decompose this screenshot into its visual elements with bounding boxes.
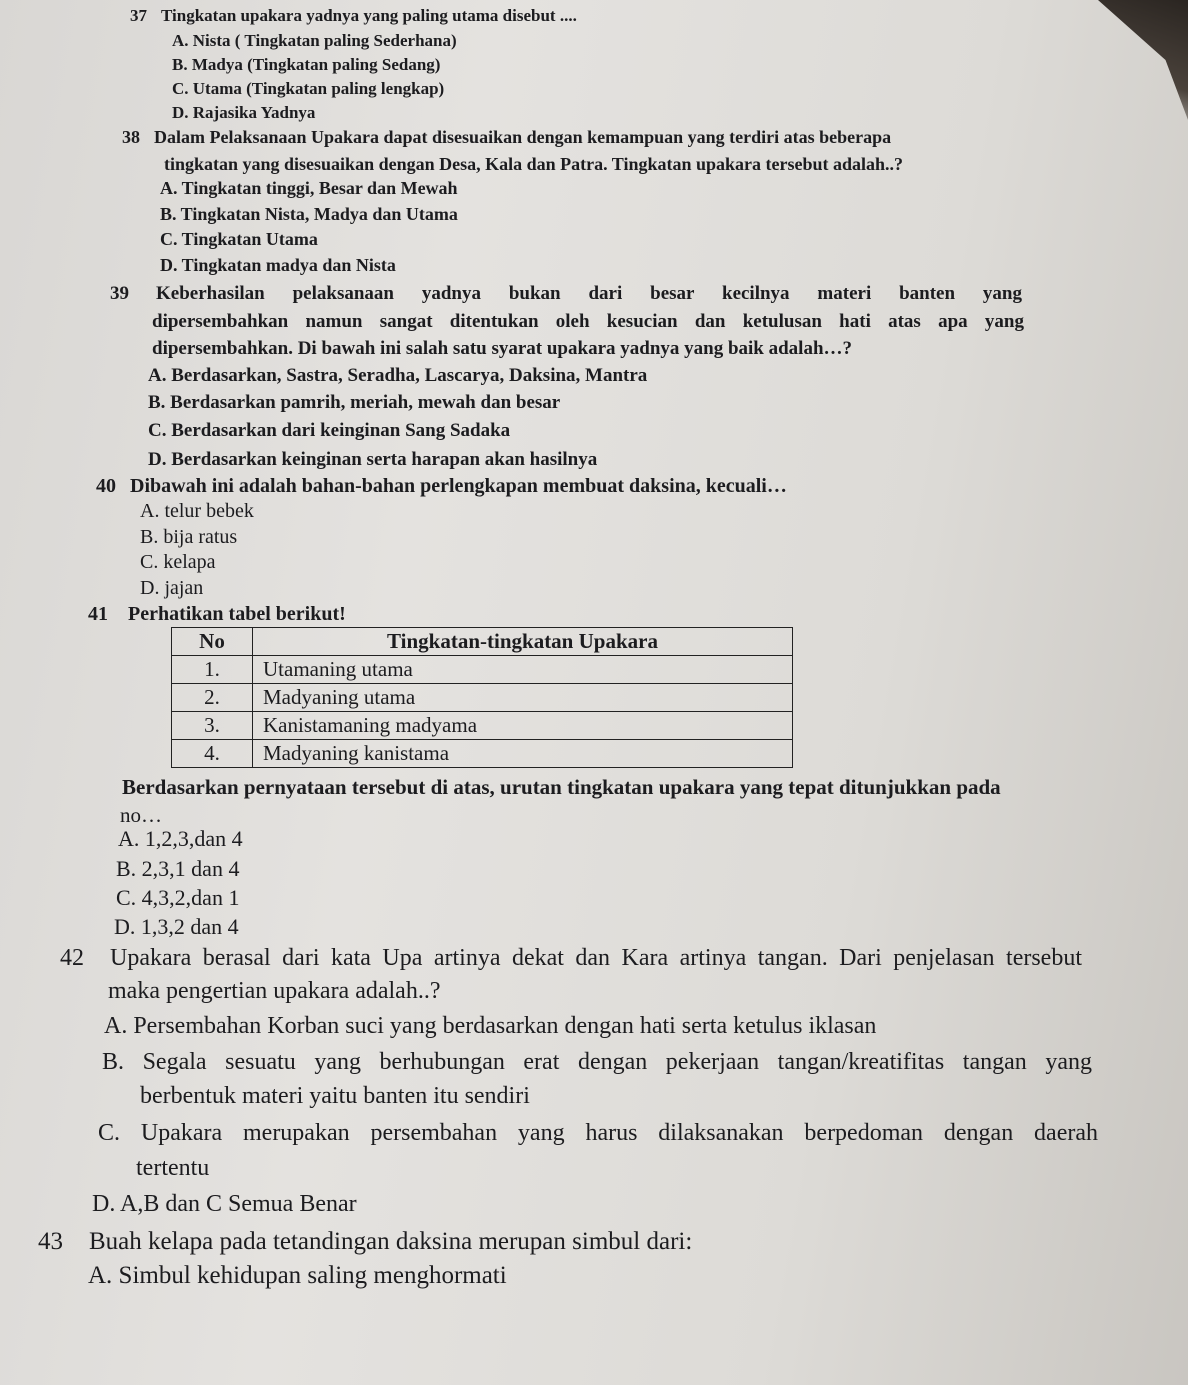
question-stem: Dalam Pelaksanaan Upakara dapat disesuaikan dengan kemampuan yang terdiri atas beberapa bbox=[154, 127, 892, 147]
question-43 bbox=[38, 1228, 692, 1256]
option: B. 2,3,1 dan 4 bbox=[116, 856, 240, 881]
question-stem: Dibawah ini adalah bahan-bahan perlengkapan membuat daksina, kecuali… bbox=[130, 475, 787, 497]
option: A. Nista ( Tingkatan paling Sederhana) bbox=[172, 31, 457, 50]
option: D. Rajasika Yadnya bbox=[172, 103, 316, 122]
question-stem-line: maka pengertian upakara adalah..? bbox=[108, 978, 441, 1004]
table-row bbox=[172, 712, 793, 740]
option: C. kelapa bbox=[140, 551, 216, 573]
table-cell: Kanistamaning madyama bbox=[253, 712, 793, 740]
option: B. bija ratus bbox=[140, 526, 238, 548]
question-number: 42 bbox=[60, 945, 84, 971]
option: C. Utama (Tingkatan paling lengkap) bbox=[172, 79, 445, 98]
question-number: 40 bbox=[96, 475, 116, 497]
option: A. 1,2,3,dan 4 bbox=[118, 826, 243, 851]
option-continuation: berbentuk materi yaitu banten itu sendiri bbox=[140, 1083, 530, 1109]
table-row bbox=[172, 740, 793, 768]
table-cell: 4. bbox=[172, 740, 253, 768]
question-follow-line: no… bbox=[120, 803, 162, 827]
question-stem-line: tingkatan yang disesuaikan dengan Desa, Kala dan Patra. Tingkatan upakara tersebut adalah..? bbox=[164, 154, 904, 174]
question-37 bbox=[130, 6, 577, 26]
table-cell: Madyaning kanistama bbox=[253, 740, 793, 768]
question-stem-line: dipersembahkan namun sangat ditentukan oleh kesucian dan ketulusan hati atas apa yang bbox=[152, 311, 1024, 332]
option: D. 1,3,2 dan 4 bbox=[114, 914, 239, 939]
question-number: 41 bbox=[88, 603, 108, 625]
question-40 bbox=[96, 475, 787, 498]
table-row bbox=[172, 656, 793, 684]
question-number: 39 bbox=[110, 283, 129, 304]
table-header-row bbox=[172, 628, 793, 656]
table-header: No bbox=[172, 628, 253, 656]
table-header: Tingkatan-tingkatan Upakara bbox=[253, 628, 793, 656]
table-cell: 1. bbox=[172, 656, 253, 684]
question-stem-line: Keberhasilan pelaksanaan yadnya bukan dari besar kecilnya materi banten yang bbox=[156, 283, 1022, 304]
table-cell: 3. bbox=[172, 712, 253, 740]
upakara-table bbox=[171, 627, 793, 768]
option: D. jajan bbox=[140, 577, 204, 599]
table-cell: Madyaning utama bbox=[253, 684, 793, 712]
option: C. Berdasarkan dari keinginan Sang Sadaka bbox=[148, 420, 511, 441]
option: A. telur bebek bbox=[140, 500, 254, 522]
question-number: 43 bbox=[38, 1228, 63, 1255]
question-stem-line: dipersembahkan. Di bawah ini salah satu syarat upakara yadnya yang baik adalah…? bbox=[152, 338, 853, 359]
option: B. Segala sesuatu yang berhubungan erat dengan pekerjaan tangan/kreatifitas tangan yang bbox=[102, 1049, 1092, 1075]
table-cell: 2. bbox=[172, 684, 253, 712]
question-42 bbox=[60, 945, 106, 972]
question-39 bbox=[110, 283, 143, 305]
table-cell: Utamaning utama bbox=[253, 656, 793, 684]
question-stem: Buah kelapa pada tetandingan daksina merupan simbul dari: bbox=[89, 1228, 693, 1255]
question-41 bbox=[88, 603, 346, 626]
question-38 bbox=[122, 127, 891, 148]
option: D. Berdasarkan keinginan serta harapan akan hasilnya bbox=[148, 449, 598, 470]
option: D. Tingkatan madya dan Nista bbox=[160, 255, 396, 275]
option: D. A,B dan C Semua Benar bbox=[92, 1191, 357, 1217]
option: C. Tingkatan Utama bbox=[160, 229, 318, 249]
table-row bbox=[172, 684, 793, 712]
question-number: 38 bbox=[122, 127, 140, 147]
question-stem: Perhatikan tabel berikut! bbox=[128, 603, 346, 625]
question-follow-line: Berdasarkan pernyataan tersebut di atas, urutan tingkatan upakara yang tepat ditunjukkan pada bbox=[122, 775, 1001, 799]
option: B. Berdasarkan pamrih, meriah, mewah dan besar bbox=[148, 392, 561, 413]
option: C. 4,3,2,dan 1 bbox=[116, 885, 240, 910]
option: B. Madya (Tingkatan paling Sedang) bbox=[172, 55, 441, 74]
option: A. Tingkatan tinggi, Besar dan Mewah bbox=[160, 178, 458, 198]
option-continuation: tertentu bbox=[136, 1155, 210, 1181]
question-number: 37 bbox=[130, 6, 147, 25]
option: A. Berdasarkan, Sastra, Seradha, Lascarya, Daksina, Mantra bbox=[148, 365, 648, 386]
option: B. Tingkatan Nista, Madya dan Utama bbox=[160, 204, 458, 224]
option: A. Simbul kehidupan saling menghormati bbox=[88, 1262, 507, 1289]
option: A. Persembahan Korban suci yang berdasarkan dengan hati serta ketulus iklasan bbox=[104, 1013, 877, 1039]
question-stem: Tingkatan upakara yadnya yang paling utama disebut .... bbox=[161, 6, 577, 25]
option: C. Upakara merupakan persembahan yang harus dilaksanakan berpedoman dengan daerah bbox=[98, 1120, 1098, 1146]
question-stem-line: Upakara berasal dari kata Upa artinya dekat dan Kara artinya tangan. Dari penjelasan tersebut bbox=[110, 945, 1082, 971]
